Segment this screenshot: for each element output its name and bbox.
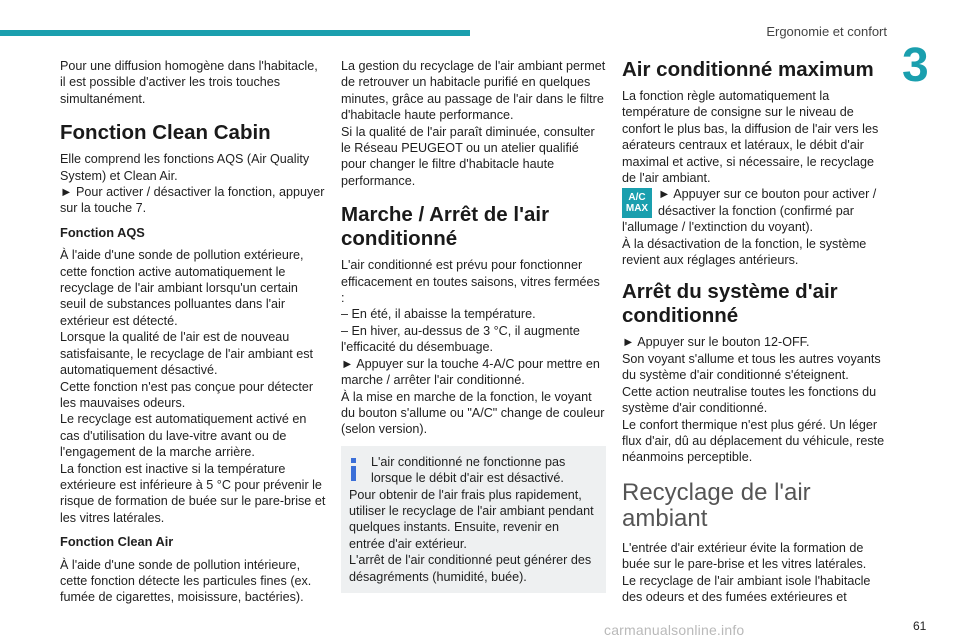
paragraph: ► Appuyer sur la touche 4-A/C pour mettre en marche / arrêter l'air conditionné. <box>341 356 600 388</box>
heading-aqs: Fonction AQS <box>60 224 145 240</box>
paragraph: ► Appuyer sur ce bouton pour activer / désactiver la fonction (confirmé par l'allumage / l'extinction du voyant). <box>622 187 877 235</box>
paragraph: À la désactivation de la fonction, le système revient aux réglages antérieurs. <box>622 236 867 268</box>
paragraph: Si la qualité de l'air paraît diminuée, consulter le Réseau PEUGEOT ou un atelier qualifié pour changer le filtre d'habitacle haute performance. <box>341 124 595 188</box>
header-accent-bar <box>0 30 470 36</box>
paragraph: Pour une diffusion homogène dans l'habitacle, il est possible d'activer les trois touches simultanément. <box>60 59 318 106</box>
paragraph: La gestion du recyclage de l'air ambiant permet de retrouver un habitacle purifié en quelques minutes, grâce au passage de l'air dans le filtre d'habitacle haute performance. <box>341 59 606 123</box>
heading-marche-arret: Marche / Arrêt de l'air conditionné <box>341 203 550 251</box>
column-1 <box>60 58 326 606</box>
ac-max-instruction <box>622 186 890 235</box>
info-text: Pour obtenir de l'air frais plus rapidement, utiliser le recyclage de l'air ambiant pendant quelques instants. Ensuite, revenir en entrée d'air extérieur. <box>349 487 594 551</box>
heading-recyclage: Recyclage de l'air ambiant <box>622 478 811 532</box>
paragraph: Elle comprend les fonctions AQS (Air Quality System) et Clean Air. <box>60 152 310 183</box>
paragraph: À la mise en marche de la fonction, le voyant du bouton s'allume ou "A/C" change de couleur (selon version). <box>341 389 605 437</box>
chapter-number: 3 <box>902 39 929 92</box>
ac-max-icon <box>622 188 652 218</box>
paragraph: Son voyant s'allume et tous les autres voyants du système d'air conditionné s'éteignent. <box>622 351 881 383</box>
watermark: carmanualsonline.info <box>604 622 745 638</box>
ac-icon-label: A/C <box>628 192 646 204</box>
paragraph: Lorsque la qualité de l'air est de nouveau satisfaisante, le recyclage de l'air ambiant est automatiquement désactivé. <box>60 330 314 378</box>
paragraph: Le recyclage est automatiquement activé en cas d'utilisation du lave-vitre avant ou de l'engagement de la marche arrière. <box>60 412 307 460</box>
column-3 <box>622 58 890 605</box>
paragraph: L'entrée d'air extérieur évite la formation de buée sur le pare-brise et les vitres latérales. <box>622 540 867 572</box>
paragraph: Le recyclage de l'air ambiant isole l'habitacle des odeurs et des fumées extérieures et <box>622 573 871 604</box>
info-box <box>341 446 606 593</box>
heading-max: Air conditionné maximum <box>622 58 874 81</box>
paragraph: La fonction règle automatiquement la température de consigne sur le niveau de confort le plus bas, la diffusion de l'air vers les aérateurs centraux et latéraux, le débit d'air maximal et active, si nécessaire, le recyclage de l'air ambiant. <box>622 89 879 186</box>
paragraph: ► Pour activer / désactiver la fonction, appuyer sur la touche 7. <box>60 185 325 216</box>
list-item: – En hiver, au-dessus de 3 °C, il augmente l'efficacité du désembuage. <box>341 323 580 355</box>
paragraph: ► Appuyer sur le bouton 12-OFF. <box>622 335 810 350</box>
paragraph: À l'aide d'une sonde de pollution intérieure, cette fonction détecte les particules fines (ex. fumée de cigarettes, moisissure, bactéries). <box>60 557 312 605</box>
paragraph: Cette fonction n'est pas conçue pour détecter les mauvaises odeurs. <box>60 379 314 410</box>
heading-clean-air: Fonction Clean Air <box>60 534 174 550</box>
ac-icon-sublabel: MAX <box>625 203 649 215</box>
info-text: L'arrêt de l'air conditionné peut générer des désagréments (humidité, buée). <box>349 553 592 584</box>
list-item: – En été, il abaisse la température. <box>341 307 536 322</box>
paragraph: Cette action neutralise toutes les fonctions du système d'air conditionné. <box>622 384 877 416</box>
paragraph: L'air conditionné est prévu pour fonctionner efficacement en toutes saisons, vitres fermées : <box>341 258 600 306</box>
info-text: L'air conditionné ne fonctionne pas lorsque le débit d'air est désactivé. <box>371 454 566 486</box>
column-2 <box>341 58 606 593</box>
info-icon <box>350 458 357 480</box>
paragraph: À l'aide d'une sonde de pollution extérieure, cette fonction active automatiquement le recyclage de l'air ambiant lorsqu'un certain seuil de substances polluantes dans l'air extérieur est détecté. <box>60 248 304 328</box>
section-title: Ergonomie et confort <box>766 24 887 39</box>
heading-arret: Arrêt du système d'air conditionné <box>622 280 838 328</box>
paragraph: Le confort thermique n'est plus géré. Un léger flux d'air, dû au déplacement du véhicule, reste néanmoins perceptible. <box>622 417 885 465</box>
page-number: 61 <box>913 619 927 633</box>
heading-clean-cabin: Fonction Clean Cabin <box>60 121 271 145</box>
paragraph: La fonction est inactive si la température extérieure est inférieure à 5 °C pour prévenir le risque de formation de buée sur le pare-brise et les vitres latérales. <box>60 461 326 525</box>
